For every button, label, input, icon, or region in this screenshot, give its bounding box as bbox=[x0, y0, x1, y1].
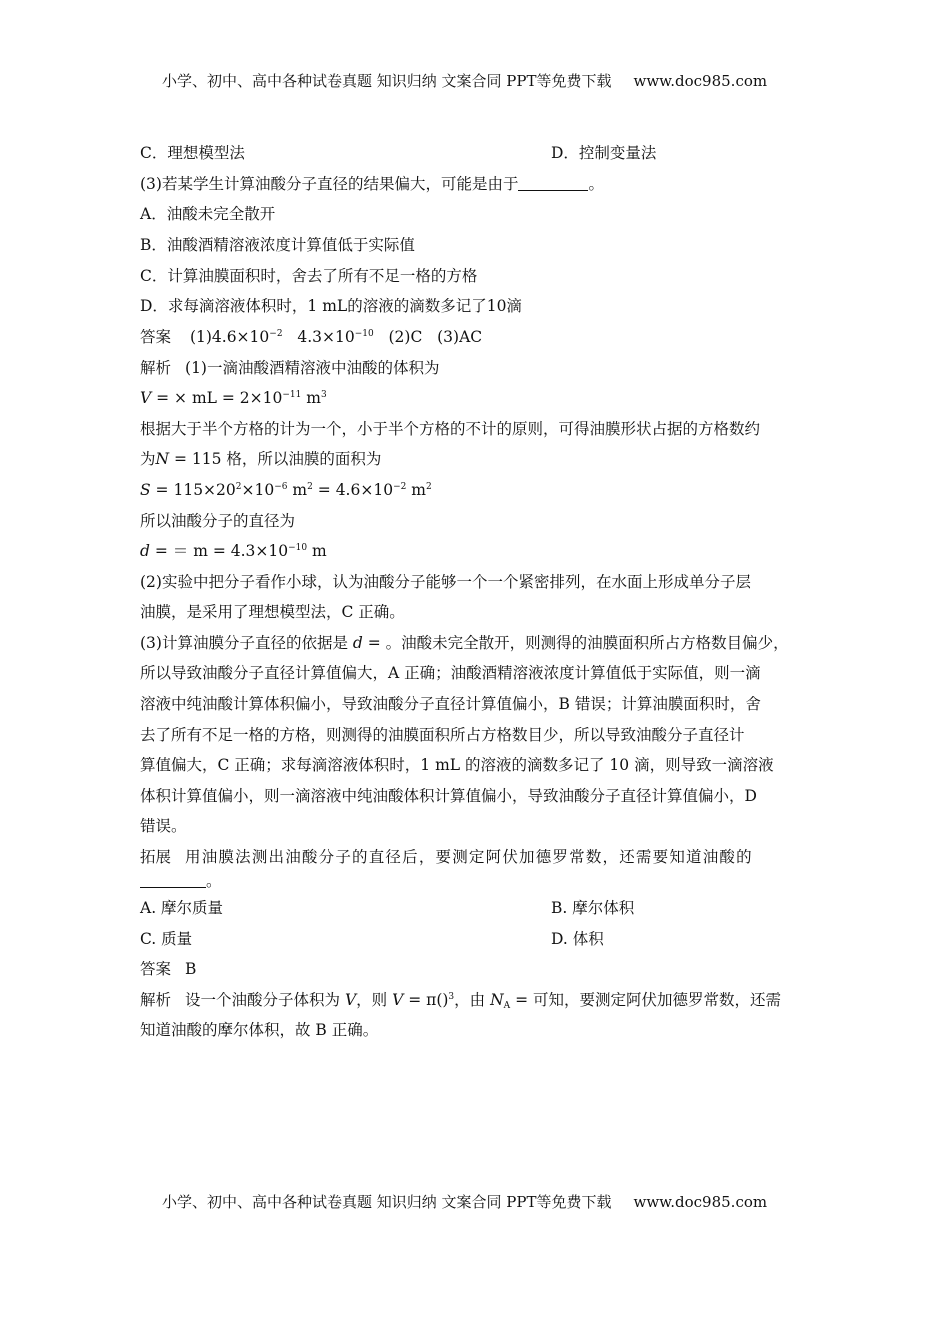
var-v: V bbox=[140, 389, 152, 407]
volume-equation bbox=[140, 388, 327, 408]
var-d: d bbox=[352, 634, 363, 652]
extension-option-b: B. 摩尔体积 bbox=[551, 899, 635, 917]
part3-line-4: 去了所有不足一格的方格，则测得的油膜面积所占方格数目少，所以导致油酸分子直径计 bbox=[140, 726, 745, 744]
area-exp-1: 2 bbox=[235, 482, 242, 492]
analysis-label: 解析 bbox=[140, 359, 172, 377]
analysis-2-text-b: ，则 bbox=[356, 991, 393, 1009]
part3-line-5: 算值偏大，C 正确；求每滴溶液体积时，1 mL 的溶液的滴数多记了 10 滴，则导致一滴溶液 bbox=[140, 756, 774, 774]
diameter-eq-text: = ＝ m = 4.3×10 bbox=[149, 542, 289, 560]
part2-line-1: (2)实验中把分子看作小球，认为油酸分子能够一个一个紧密排列，在水面上形成单分子层 bbox=[140, 573, 751, 591]
analysis-2-text-a: 设一个油酸分子体积为 bbox=[185, 991, 345, 1009]
area-exp-4: −2 bbox=[393, 482, 407, 492]
diameter-unit: m bbox=[307, 542, 327, 560]
header-url[interactable]: www.doc985.com bbox=[633, 72, 768, 90]
answer-label: 答案 bbox=[140, 328, 172, 346]
extension-options-row-1 bbox=[140, 898, 635, 918]
area-exp-5: 2 bbox=[425, 482, 432, 492]
analysis-label: 解析 bbox=[140, 991, 172, 1009]
area-exp-3: 2 bbox=[307, 482, 313, 492]
sub-a: A bbox=[503, 1001, 511, 1011]
header-text: 小学、初中、高中各种试卷真题 知识归纳 文案合同 PPT等免费下载 bbox=[162, 72, 612, 90]
q3-stem-text: (3)若某学生计算油酸分子直径的结果偏大，可能是由于 bbox=[140, 175, 519, 193]
extension-option-d: D. 体积 bbox=[551, 930, 604, 948]
count-line-2a: 为 bbox=[140, 450, 156, 468]
q3-option-d: D．求每滴溶液体积时，1 mL的溶液的滴数多记了10滴 bbox=[140, 297, 522, 315]
q3-option-a: A．油酸未完全散开 bbox=[140, 205, 276, 223]
analysis-2-text-e: = 可知，要测定阿伏加德罗常数，还需 bbox=[510, 991, 781, 1009]
q3-option-b: B．油酸酒精溶液浓度计算值低于实际值 bbox=[140, 236, 415, 254]
answer-blank bbox=[518, 176, 588, 191]
diameter-equation bbox=[140, 541, 327, 561]
area-equation bbox=[140, 480, 432, 500]
q3-option-c: C．计算油膜面积时，舍去了所有不足一格的方格 bbox=[140, 267, 478, 285]
analysis-2-line-2: 知道油酸的摩尔体积，故 B 正确。 bbox=[140, 1021, 379, 1039]
volume-unit-exp: 3 bbox=[321, 390, 327, 400]
answer-1-part1: (1)4.6×10 bbox=[189, 328, 270, 346]
footer-text: 小学、初中、高中各种试卷真题 知识归纳 文案合同 PPT等免费下载 bbox=[162, 1193, 612, 1211]
area-exp-2: −6 bbox=[274, 482, 288, 492]
var-v: V bbox=[344, 991, 357, 1009]
answer-1-exp2: −10 bbox=[354, 329, 374, 339]
extension-blank-line bbox=[140, 871, 222, 891]
extension-option-c: C. 质量 bbox=[140, 930, 193, 948]
extension-options-row-2 bbox=[140, 929, 604, 949]
area-eq-3: m bbox=[287, 481, 308, 499]
part3-line-7: 错误。 bbox=[140, 817, 187, 835]
answer-1-part2: 4.3×10 bbox=[297, 328, 355, 346]
answer-2-value: B bbox=[185, 960, 197, 978]
extension-option-a: A. 摩尔质量 bbox=[140, 899, 224, 917]
var-n: N bbox=[155, 450, 170, 468]
answer-1-exp1: −2 bbox=[269, 329, 283, 339]
part3-line-1a: (3)计算油膜分子直径的依据是 bbox=[140, 634, 353, 652]
part2-line-2: 油膜，是采用了理想模型法，C 正确。 bbox=[140, 603, 405, 621]
count-line-1: 根据大于半个方格的计为一个，小于半个方格的不计的原则，可得油膜形状占据的方格数约 bbox=[140, 420, 761, 438]
analysis-1-intro-text: (1)一滴油酸酒精溶液中油酸的体积为 bbox=[185, 359, 440, 377]
analysis-2-text-d: ，由 bbox=[454, 991, 491, 1009]
answer-2 bbox=[140, 959, 196, 979]
var-v: V bbox=[392, 991, 404, 1009]
extension-label: 拓展 bbox=[140, 848, 172, 866]
q2-option-c: C．理想模型法 bbox=[140, 144, 245, 162]
answer-label: 答案 bbox=[140, 960, 172, 978]
count-line-2b: = 115 格，所以油膜的面积为 bbox=[169, 450, 382, 468]
analysis-1-intro bbox=[140, 358, 439, 378]
volume-exp: −11 bbox=[282, 390, 302, 400]
answer-1-part4: (3)AC bbox=[437, 328, 483, 346]
area-eq-1: = 115×20 bbox=[150, 481, 236, 499]
answer-1-part3: (2)C bbox=[388, 328, 423, 346]
analysis-2-line-1 bbox=[140, 990, 781, 1010]
var-n: N bbox=[490, 991, 504, 1009]
volume-unit: m bbox=[301, 389, 321, 407]
page-header bbox=[162, 70, 767, 91]
count-line-2 bbox=[140, 449, 381, 469]
part3-line-1b: = 。油酸未完全散开，则测得的油膜面积所占方格数目偏少， bbox=[362, 634, 789, 652]
extension-stem-text: 用油膜法测出油酸分子的直径后，要测定阿伏加德罗常数，还需要知道油酸的 bbox=[185, 848, 753, 866]
answer-1 bbox=[140, 327, 482, 347]
part3-line-2: 所以导致油酸分子直径计算值偏大，A 正确；油酸酒精溶液浓度计算值低于实际值，则一滴 bbox=[140, 664, 761, 682]
part3-line-1 bbox=[140, 633, 789, 653]
volume-equation-text: = × mL = 2×10 bbox=[151, 389, 283, 407]
area-eq-2: ×10 bbox=[241, 481, 275, 499]
extension-stem-end: 。 bbox=[206, 872, 222, 890]
footer-url[interactable]: www.doc985.com bbox=[633, 1193, 768, 1211]
extension-stem bbox=[140, 847, 753, 867]
diameter-intro: 所以油酸分子的直径为 bbox=[140, 512, 296, 530]
diameter-exp: −10 bbox=[288, 543, 308, 553]
var-d: d bbox=[140, 542, 150, 560]
cube-exp: 3 bbox=[448, 992, 455, 1002]
var-s: S bbox=[140, 481, 151, 499]
q2-option-d: D．控制变量法 bbox=[551, 144, 657, 162]
q3-stem bbox=[140, 174, 604, 194]
page-footer bbox=[162, 1191, 767, 1212]
q3-stem-end: 。 bbox=[588, 175, 604, 193]
analysis-2-text-c: = π() bbox=[403, 991, 449, 1009]
area-eq-5: m bbox=[406, 481, 426, 499]
q2-options-row bbox=[140, 143, 657, 163]
part3-line-6: 体积计算值偏小，则一滴溶液中纯油酸体积计算值偏小，导致油酸分子直径计算值偏小，D bbox=[140, 787, 757, 805]
answer-blank bbox=[140, 873, 206, 888]
area-eq-4: = 4.6×10 bbox=[312, 481, 394, 499]
part3-line-3: 溶液中纯油酸计算体积偏小，导致油酸分子直径计算值偏小，B 错误；计算油膜面积时，舍 bbox=[140, 695, 761, 713]
